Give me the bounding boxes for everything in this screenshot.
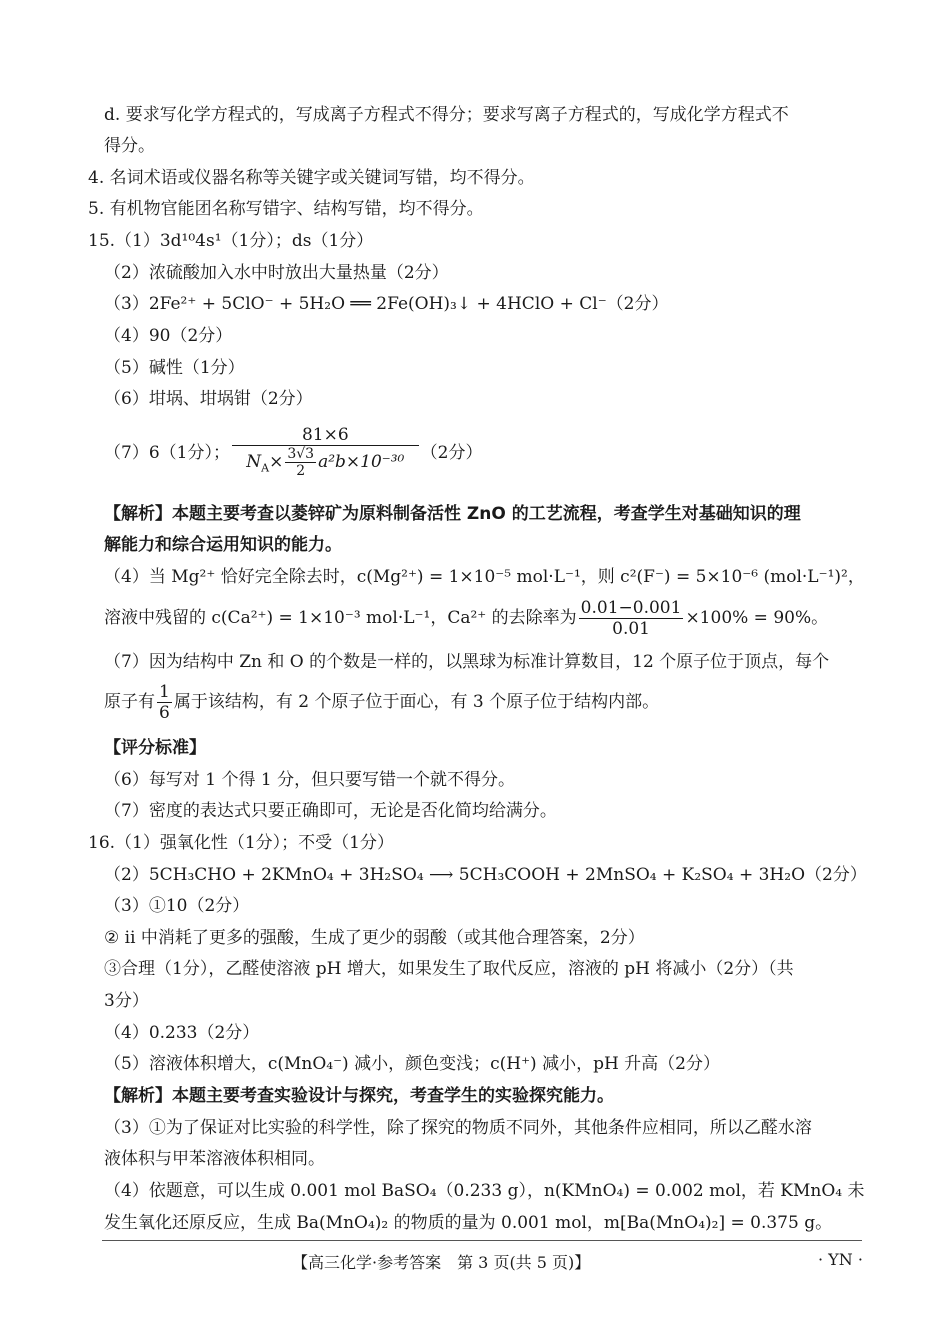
footer-region-code: · YN ·	[818, 1250, 863, 1269]
hex-area-denominator: 2	[296, 463, 306, 480]
q15-criteria-6: （6）每写对 1 个得 1 分，但只要写错一个就不得分。	[104, 770, 516, 790]
one-sixth-fraction	[157, 682, 172, 723]
q15-analysis-heading-cont: 解能力和综合运用知识的能力。	[104, 535, 342, 555]
hex-area-fraction	[285, 446, 316, 479]
q15-part2: （2）浓硫酸加入水中时放出大量热量（2分）	[104, 263, 449, 283]
q16-analysis-heading: 【解析】本题主要考查实验设计与探究，考查学生的实验探究能力。	[104, 1086, 614, 1106]
q15-part7-prefix: （7）6（1分）；	[104, 443, 230, 463]
removal-rate-fraction	[579, 598, 684, 639]
q15-part7	[104, 418, 482, 488]
rule-d-line2: 得分。	[104, 136, 155, 156]
q15-analysis-7-post: 属于该结构，有 2 个原子位于面心，有 3 个原子位于结构内部。	[173, 692, 660, 712]
q16-analysis-3-line2: 液体积与甲苯溶液体积相同。	[104, 1149, 325, 1169]
avogadro-symbol: N	[246, 452, 262, 473]
q15-analysis-4-result: ×100% = 90%。	[685, 608, 829, 628]
density-denominator	[232, 446, 419, 481]
q15-part4: （4）90（2分）	[104, 326, 233, 346]
q15-analysis-4-text: 溶液中残留的 c(Ca²⁺) = 1×10⁻³ mol·L⁻¹，Ca²⁺ 的去除率为	[104, 608, 577, 628]
q16-part3-1: （3）①10（2分）	[104, 896, 250, 916]
q15-part7-suffix: （2分）	[420, 443, 483, 463]
q16-analysis-3-line1: （3）①为了保证对比实验的科学性，除了探究的物质不同外，其他条件应相同，所以乙醛水溶	[104, 1118, 812, 1138]
q16-analysis-4-line1: （4）依题意，可以生成 0.001 mol BaSO₄（0.233 g），n(KMnO₄) = 0.002 mol，若 KMnO₄ 未	[104, 1181, 865, 1201]
one-sixth-denominator: 6	[159, 703, 170, 723]
avogadro-subscript: A	[261, 461, 270, 475]
q16-part1: 16.（1）强氧化性（1分）；不受（1分）	[88, 833, 394, 853]
footer-divider	[102, 1240, 862, 1241]
q15-part5: （5）碱性（1分）	[104, 358, 245, 378]
footer-title: 【高三化学·参考答案 第 3 页(共 5 页)】	[292, 1253, 591, 1272]
q15-analysis-7-pre: 原子有	[104, 692, 155, 712]
q15-analysis-4-line1: （4）当 Mg²⁺ 恰好完全除去时，c(Mg²⁺) = 1×10⁻⁵ mol·L⁻¹，则 c²(F⁻) = 5×10⁻⁶ (mol·L⁻¹)²，	[104, 567, 865, 587]
q16-part3-3-line2: 3分）	[104, 991, 149, 1011]
q15-part1: 15.（1）3d¹⁰4s¹（1分）；ds（1分）	[88, 231, 374, 251]
q15-part6: （6）坩埚、坩埚钳（2分）	[104, 389, 313, 409]
times-sign: ×	[269, 452, 284, 473]
removal-rate-numerator: 0.01−0.001	[580, 598, 682, 618]
q16-part5: （5）溶液体积增大，c(MnO₄⁻) 减小，颜色变浅；c(H⁺) 减小，pH 升高（2分）	[104, 1054, 720, 1074]
q15-criteria-7: （7）密度的表达式只要正确即可，无论是否化简均给满分。	[104, 801, 557, 821]
q16-part3-2: ② ⅱ 中消耗了更多的强酸，生成了更少的弱酸（或其他合理答案，2分）	[104, 928, 645, 948]
one-sixth-numerator: 1	[159, 682, 170, 702]
q15-part3: （3）2Fe²⁺ + 5ClO⁻ + 5H₂O ══ 2Fe(OH)₃↓ + 4HClO + Cl⁻（2分）	[104, 294, 669, 314]
density-numerator: 81×6	[232, 425, 419, 446]
q15-analysis-heading: 【解析】本题主要考查以菱锌矿为原料制备活性 ZnO 的工艺流程，考查学生对基础知识的理	[104, 504, 801, 524]
q16-analysis-4-line2: 发生氧化还原反应，生成 Ba(MnO₄)₂ 的物质的量为 0.001 mol，m[Ba(MnO₄)₂] = 0.375 g。	[104, 1213, 833, 1233]
q16-part3-3-line1: ③合理（1分），乙醛使溶液 pH 增大，如果发生了取代反应，溶液的 pH 将减小（2分）（共	[104, 959, 794, 979]
rule-5: 5. 有机物官能团名称写错字、结构写错，均不得分。	[88, 199, 484, 219]
rule-4: 4. 名词术语或仪器名称等关键字或关键词写错，均不得分。	[88, 168, 535, 188]
q15-analysis-7-line1: （7）因为结构中 Zn 和 O 的个数是一样的，以黑球为标准计算数目，12 个原子位于顶点，每个	[104, 652, 830, 672]
q16-part2: （2）5CH₃CHO + 2KMnO₄ + 3H₂SO₄ ⟶ 5CH₃COOH + 2MnSO₄ + K₂SO₄ + 3H₂O（2分）	[104, 865, 867, 885]
density-fraction	[232, 425, 419, 481]
q15-analysis-4-line2	[104, 596, 828, 640]
q16-part4: （4）0.233（2分）	[104, 1023, 260, 1043]
lattice-term: a²b×10⁻³⁰	[318, 452, 405, 473]
q15-criteria-heading: 【评分标准】	[104, 738, 206, 758]
removal-rate-denominator: 0.01	[612, 619, 650, 639]
q15-analysis-7-line2	[104, 680, 659, 724]
hex-area-numerator: 3√3	[287, 446, 315, 463]
rule-d-line1: d. 要求写化学方程式的，写成离子方程式不得分；要求写离子方程式的，写成化学方程式不	[104, 105, 789, 125]
